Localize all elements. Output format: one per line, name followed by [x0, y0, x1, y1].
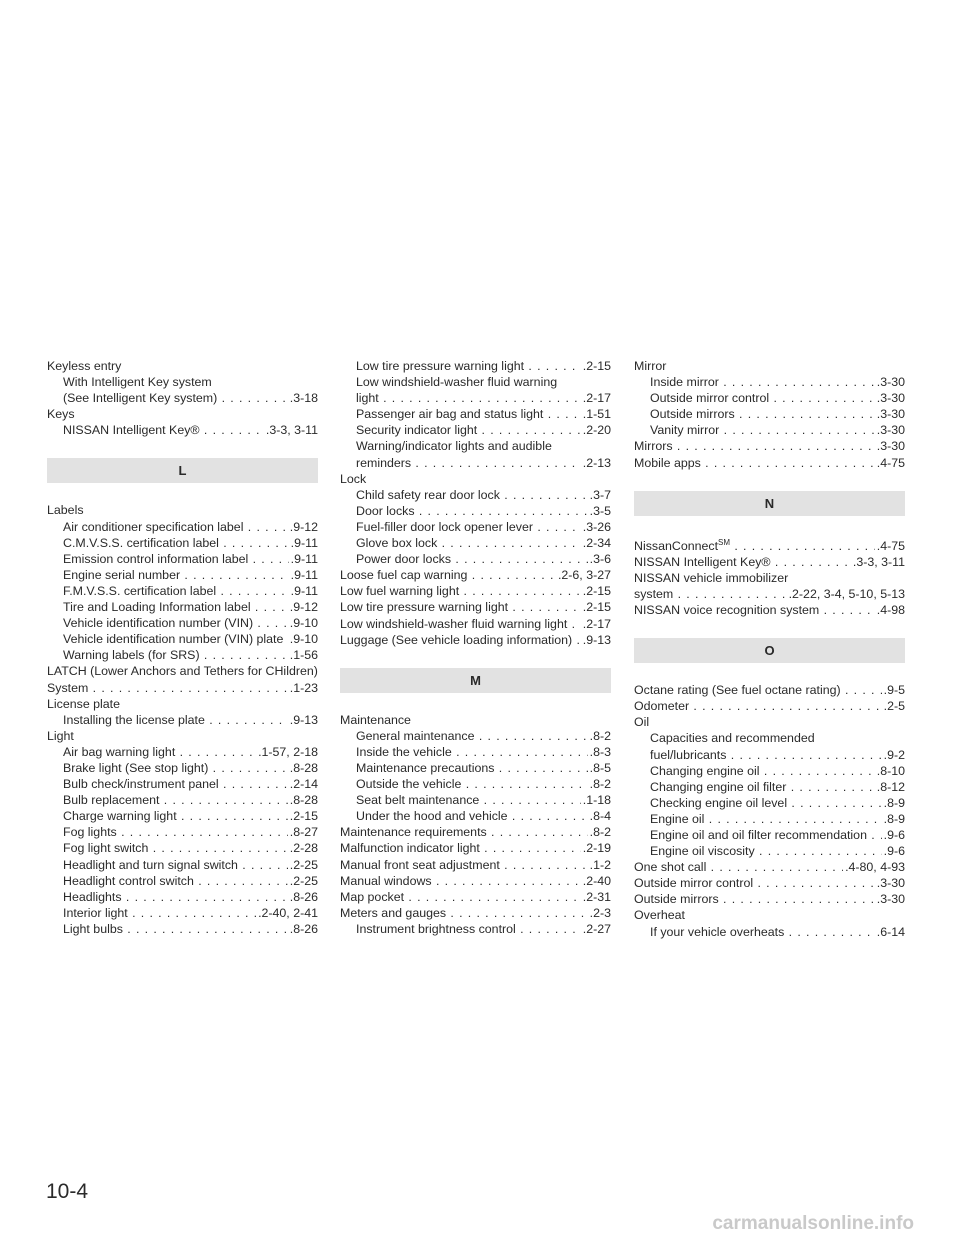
index-entry	[47, 599, 318, 615]
index-entry	[634, 779, 905, 795]
index-entry: reminders . . . .2-13	[340, 455, 611, 471]
entry-page: .9-11	[290, 551, 318, 566]
entry-page: .3-30	[876, 892, 905, 907]
entry-page: .2-19	[582, 841, 611, 856]
index-entry	[340, 599, 611, 615]
index-entry: If your vehicle overheats . . . .6-14	[634, 924, 905, 940]
index-heading: Labels	[47, 503, 84, 518]
entry-text: Glove box lock . . .	[356, 535, 611, 551]
index-entry	[47, 535, 318, 551]
m-list	[340, 824, 611, 921]
index-entry	[340, 535, 611, 551]
entry-text: Manual front seat adjustment . . .	[340, 857, 611, 873]
section-letter-o: O	[634, 638, 905, 663]
l-top-list	[340, 567, 611, 647]
entry-text: Fog lights . . .	[63, 824, 318, 840]
entry-text: Engine oil . . .	[650, 811, 905, 827]
entry-page: .4-80, 4-93	[845, 860, 905, 875]
index-entry	[340, 840, 611, 856]
entry-page: .2-40	[582, 873, 611, 888]
entry-text: Air conditioner specification label . . .	[63, 519, 318, 535]
index-entry: fuel/lubricants . . . .9-2	[634, 747, 905, 763]
index-heading: License plate	[47, 696, 121, 711]
index-entry	[47, 744, 318, 760]
entry-text: F.M.V.S.S. certification label . . .	[63, 583, 318, 599]
index-entry	[634, 875, 905, 891]
section-letter-n: N	[634, 491, 905, 516]
entry-text: Engine serial number . . .	[63, 567, 318, 583]
entry-page: .8-2	[589, 777, 611, 792]
index-entry	[340, 519, 611, 535]
entry-text: Headlight control switch . . .	[63, 873, 318, 889]
entry-text: Outside mirror control . . .	[650, 390, 905, 406]
index-entry	[47, 567, 318, 583]
index-heading: Oil	[634, 715, 650, 730]
index-entry: NISSAN voice recognition system . . . .4-98	[634, 602, 905, 618]
index-heading: Light	[47, 728, 74, 743]
entry-text: Bulb replacement . . .	[63, 792, 318, 808]
section-letter-m: M	[340, 668, 611, 693]
index-entry	[47, 840, 318, 856]
entry-text: One shot call . . .	[634, 859, 905, 875]
index-entry: NISSAN Intelligent Key® . . . .3-3, 3-11	[47, 422, 318, 438]
entry-page: .3-30	[876, 439, 905, 454]
index-entry	[634, 795, 905, 811]
index-entry	[47, 889, 318, 905]
entry-page: .2-31	[582, 889, 611, 904]
index-entry	[340, 744, 611, 760]
entry-text: Seat belt maintenance . . .	[356, 792, 611, 808]
entry-text: General maintenance . . .	[356, 728, 611, 744]
entry-page: .1-56	[289, 648, 318, 663]
entry-page: .2-40, 2-41	[258, 905, 318, 920]
entry-text: Inside the vehicle . . .	[356, 744, 611, 760]
index-heading: NISSAN vehicle immobilizer	[634, 570, 789, 585]
entry-page: .9-13	[582, 632, 611, 647]
entry-text: Light bulbs . . .	[63, 921, 318, 937]
m2-list	[634, 438, 905, 470]
entry-page: .9-11	[290, 583, 318, 598]
o-list	[634, 859, 905, 907]
entry-text: Changing engine oil . . .	[650, 763, 905, 779]
entry-text: Outside mirror control . . .	[634, 875, 905, 891]
entry-page: .8-9	[883, 811, 905, 826]
labels-list	[47, 519, 318, 664]
entry-page: .1-2	[589, 857, 611, 872]
index-entry	[340, 632, 611, 648]
lock-list	[340, 487, 611, 567]
index-entry: NissanConnect℠ . . . .4-75	[634, 535, 905, 554]
index-entry	[47, 583, 318, 599]
entry-page: .8-4	[589, 809, 611, 824]
index-subheading: With Intelligent Key system	[63, 375, 212, 390]
index-entry	[47, 857, 318, 873]
index-entry	[634, 763, 905, 779]
index-entry	[340, 905, 611, 921]
index-entry	[47, 647, 318, 663]
entry-text: Outside mirrors . . .	[650, 406, 905, 422]
entry-text: Brake light (See stop light) . . .	[63, 760, 318, 776]
index-entry	[47, 808, 318, 824]
index-entry: (See Intelligent Key system) . . . .3-18	[47, 390, 318, 406]
entry-text: Engine oil viscosity . . .	[650, 843, 905, 859]
entry-text: Fog light switch . . .	[63, 840, 318, 856]
entry-text: Vehicle identification number (VIN) plate . . .	[63, 631, 318, 647]
index-entry	[340, 583, 611, 599]
entry-text: Bulb check/instrument panel . . .	[63, 776, 318, 792]
index-heading: Maintenance	[340, 712, 411, 727]
entry-page: .2-28	[289, 841, 318, 856]
index-heading: Lock	[340, 471, 367, 486]
entry-page: .8-9	[883, 795, 905, 810]
entry-text: Inside mirror . . .	[650, 374, 905, 390]
entry-text: Outside the vehicle . . .	[356, 776, 611, 792]
entry-page: .9-11	[290, 535, 318, 550]
entry-text: Vehicle identification number (VIN) . . .	[63, 615, 318, 631]
index-column-1	[47, 358, 318, 937]
entry-page: .3-30	[876, 391, 905, 406]
entry-text: Vanity mirror . . .	[650, 422, 905, 438]
entry-text: Air bag warning light . . .	[63, 744, 318, 760]
index-entry	[340, 889, 611, 905]
oil-list	[634, 763, 905, 860]
entry-text: Power door locks . . .	[356, 551, 611, 567]
entry-page: .8-3	[589, 744, 611, 759]
index-entry	[47, 905, 318, 921]
index-entry	[634, 406, 905, 422]
index-entry	[340, 728, 611, 744]
entry-page: .3-30	[876, 423, 905, 438]
index-entry	[634, 891, 905, 907]
entry-text: Tire and Loading Information label . . .	[63, 599, 318, 615]
entry-text: Warning labels (for SRS) . . .	[63, 647, 318, 663]
entry-page: .3-6	[589, 552, 611, 567]
entry-page: .9-6	[883, 827, 905, 842]
index-subheading: Warning/indicator lights and audible	[356, 439, 552, 454]
entry-page: .2-17	[582, 616, 611, 631]
index-heading: LATCH (Lower Anchors and Tethers for CHildren)	[47, 664, 318, 679]
index-entry	[340, 824, 611, 840]
entry-text: Maintenance requirements . . .	[340, 824, 611, 840]
index-entry	[634, 422, 905, 438]
index-entry	[340, 487, 611, 503]
index-entry	[634, 843, 905, 859]
entry-page: .9-12	[289, 600, 318, 615]
index-entry	[47, 631, 318, 647]
entry-page: .2-14	[289, 777, 318, 792]
entry-text: Under the hood and vehicle . . .	[356, 808, 611, 824]
index-entry	[634, 438, 905, 454]
entry-text: Outside mirrors . . .	[634, 891, 905, 907]
entry-page: .2-25	[289, 873, 318, 888]
entry-text: Map pocket . . .	[340, 889, 611, 905]
entry-text: Loose fuel cap warning . . .	[340, 567, 611, 583]
entry-text: Mirrors . . .	[634, 438, 905, 454]
index-entry	[340, 857, 611, 873]
index-entry	[340, 616, 611, 632]
entry-page: .3-30	[876, 876, 905, 891]
entry-text: C.M.V.S.S. certification label . . .	[63, 535, 318, 551]
index-entry	[47, 519, 318, 535]
index-column-3	[634, 358, 905, 940]
entry-page: .8-28	[289, 793, 318, 808]
entry-page: .1-57, 2-18	[258, 744, 318, 759]
index-entry: NISSAN Intelligent Key® . . . .3-3, 3-11	[634, 554, 905, 570]
section-letter-l: L	[47, 458, 318, 483]
index-entry: Low tire pressure warning light . . . .2-15	[340, 358, 611, 374]
index-subheading: Low windshield-washer fluid warning	[356, 375, 558, 390]
entry-page: .3-30	[876, 375, 905, 390]
index-entry: Instrument brightness control . . . .2-27	[340, 921, 611, 937]
index-subheading: Capacities and recommended	[650, 731, 815, 746]
entry-text: Headlights . . .	[63, 889, 318, 905]
index-entry	[634, 390, 905, 406]
index-entry: Installing the license plate . . . .9-13	[47, 712, 318, 728]
entry-page: .9-6	[883, 844, 905, 859]
entry-page: .1-18	[582, 793, 611, 808]
index-heading: Keys	[47, 407, 75, 422]
index-entry	[634, 859, 905, 875]
index-entry	[340, 776, 611, 792]
index-heading: Keyless entry	[47, 359, 122, 373]
entry-page: .4-75	[876, 455, 905, 470]
index-entry: Odometer . . . .2-5	[634, 698, 905, 714]
index-heading: Mirror	[634, 359, 667, 373]
entry-page: .3-7	[589, 487, 611, 502]
entry-page: .8-28	[289, 760, 318, 775]
entry-text: Engine oil and oil filter recommendation . . .	[650, 827, 905, 843]
entry-page: .2-15	[582, 584, 611, 599]
index-entry	[634, 811, 905, 827]
entry-text: Fuel-filler door lock opener lever . . .	[356, 519, 611, 535]
entry-text: Maintenance precautions . . .	[356, 760, 611, 776]
index-entry	[634, 455, 905, 471]
index-entry	[340, 792, 611, 808]
index-entry	[340, 808, 611, 824]
entry-page: .8-27	[289, 825, 318, 840]
index-entry	[47, 921, 318, 937]
entry-text: Manual windows . . .	[340, 873, 611, 889]
entry-page: .9-11	[290, 567, 318, 582]
maintenance-list	[340, 728, 611, 825]
entry-page: .3-30	[876, 407, 905, 422]
index-entry	[47, 792, 318, 808]
entry-page: .9-12	[289, 519, 318, 534]
entry-text: Headlight and turn signal switch . . .	[63, 857, 318, 873]
entry-page: .2-34	[582, 536, 611, 551]
entry-page: .9-10	[289, 616, 318, 631]
index-entry: System . . . .1-23	[47, 680, 318, 696]
entry-page: .8-5	[589, 760, 611, 775]
index-entry	[47, 873, 318, 889]
entry-text: Interior light . . .	[63, 905, 318, 921]
index-entry: system . . . .2-22, 3-4, 5-10, 5-13	[634, 586, 905, 602]
entry-page: .8-26	[289, 921, 318, 936]
entry-page: .8-2	[589, 728, 611, 743]
index-entry	[340, 567, 611, 583]
entry-page: .8-12	[876, 779, 905, 794]
index-entry	[340, 503, 611, 519]
index-entry	[47, 760, 318, 776]
entry-text: Meters and gauges . . .	[340, 905, 611, 921]
entry-page: .3-5	[589, 503, 611, 518]
entry-text: Emission control information label . . .	[63, 551, 318, 567]
index-entry: light . . . .2-17	[340, 390, 611, 406]
index-entry	[47, 551, 318, 567]
entry-page: .2-3	[589, 905, 611, 920]
light-list	[47, 744, 318, 937]
entry-page: .9-10	[289, 632, 318, 647]
index-column-2	[340, 358, 611, 937]
index-entry	[47, 776, 318, 792]
entry-page: .8-2	[589, 825, 611, 840]
entry-text: Mobile apps . . .	[634, 455, 905, 471]
index-entry	[47, 615, 318, 631]
watermark: carmanualsonline.info	[712, 1213, 914, 1234]
entry-text: Changing engine oil filter . . .	[650, 779, 905, 795]
entry-text: Charge warning light . . .	[63, 808, 318, 824]
entry-page: .2-15	[582, 600, 611, 615]
entry-page: .2-15	[289, 809, 318, 824]
entry-text: Child safety rear door lock . . .	[356, 487, 611, 503]
index-entry: Security indicator light . . . .2-20	[340, 422, 611, 438]
entry-text: Door locks . . .	[356, 503, 611, 519]
entry-text: Checking engine oil level . . .	[650, 795, 905, 811]
mirror-list	[634, 374, 905, 438]
entry-page: .8-26	[289, 889, 318, 904]
page-number: 10-4	[46, 1180, 89, 1203]
index-entry	[634, 827, 905, 843]
index-entry	[340, 760, 611, 776]
entry-text: Luggage (See vehicle loading information) . . .	[340, 632, 611, 648]
index-entry: Passenger air bag and status light . . . .1-51	[340, 406, 611, 422]
entry-text: Low fuel warning light . . .	[340, 583, 611, 599]
entry-page: .8-10	[876, 763, 905, 778]
index-entry: Octane rating (See fuel octane rating) . . . .9-5	[634, 682, 905, 698]
index-entry	[47, 824, 318, 840]
entry-text: Low windshield-washer fluid warning light . . .	[340, 616, 611, 632]
index-entry	[340, 873, 611, 889]
entry-text: Malfunction indicator light . . .	[340, 840, 611, 856]
entry-page: .2-6, 3-27	[557, 568, 611, 583]
index-entry	[340, 551, 611, 567]
entry-page: .3-26	[582, 519, 611, 534]
entry-text: Low tire pressure warning light . . .	[340, 599, 611, 615]
index-entry	[634, 374, 905, 390]
index-heading: Overheat	[634, 908, 685, 923]
entry-page: .2-25	[289, 857, 318, 872]
